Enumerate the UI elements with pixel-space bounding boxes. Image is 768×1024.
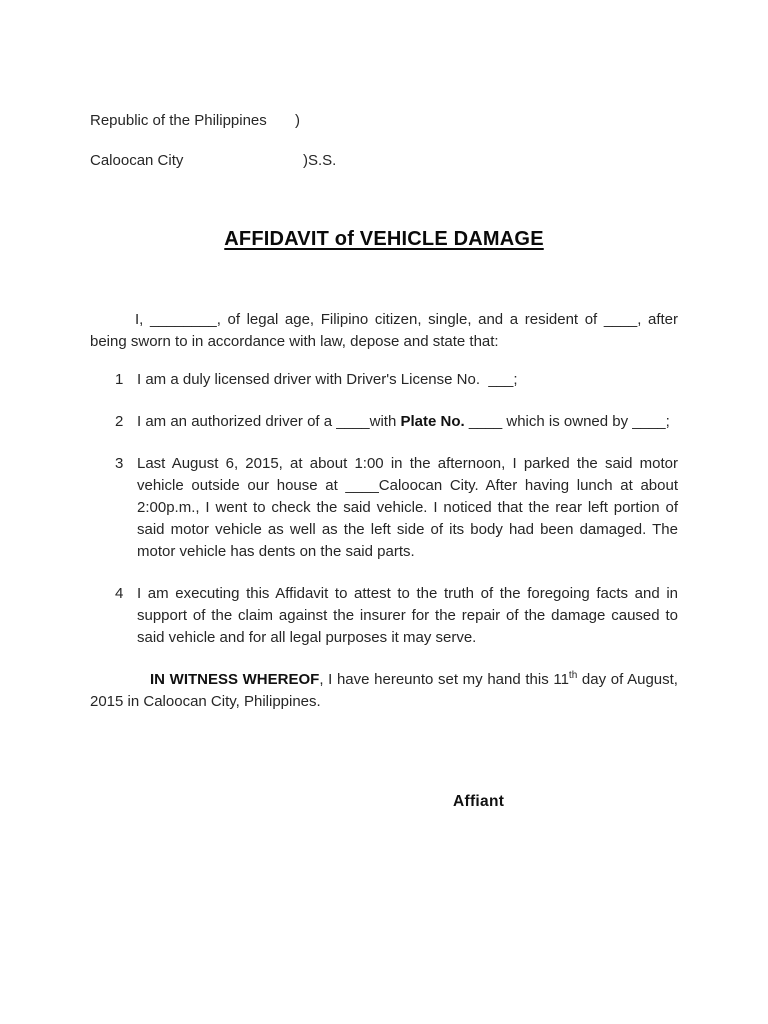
document-title: [90, 228, 678, 251]
affiant-label: Affiant: [453, 793, 505, 810]
item-text-pre: Last August 6, 2015, at about 1:00 in the afternoon, I parked the said motor vehicle outside our house at ____Caloocan City. After having lunch at about 2:00p.m., I went to check the said vehicle. I noticed that the rear left portion of said motor vehicle as well as the left side of its body had been damaged. The motor vehicle has dents on the said parts.: [137, 455, 678, 560]
list-item: [90, 583, 678, 649]
header-paren-1: ): [295, 112, 300, 129]
item-number: 1: [115, 371, 124, 388]
item-text-post: ____ which is owned by ____;: [464, 413, 670, 430]
item-text: [137, 411, 678, 433]
list-item: [90, 369, 678, 391]
closing-post-text: day of August, 2015 in Caloocan City, Philippines.: [90, 671, 678, 710]
numbered-list: [90, 369, 678, 649]
closing-mid-text: , I have hereunto set my hand this 11: [319, 671, 569, 688]
list-item: [90, 411, 678, 433]
document-title-text: AFFIDAVIT of VEHICLE DAMAGE: [224, 228, 544, 250]
header-ss-text: )S.S.: [303, 152, 337, 169]
item-text-pre: I am a duly licensed driver with Driver's License No. ___;: [137, 371, 518, 388]
closing-superscript: th: [568, 670, 578, 681]
item-number: 3: [115, 455, 124, 472]
item-text-pre: I am executing this Affidavit to attest to the truth of the foregoing facts and in support of the claim against the insurer for the repair of the damage caused to said vehicle and for all legal purposes it may serve.: [137, 585, 678, 646]
item-text-bold: Plate No.: [400, 413, 465, 430]
header-line-republic: [90, 110, 678, 131]
item-number: 2: [115, 413, 124, 430]
intro-paragraph: I, ________, of legal age, Filipino citizen, single, and a resident of ____, after being sworn to in accordance with law, depose and state that:: [90, 311, 678, 350]
item-text: [137, 369, 678, 391]
header-line-city: [90, 150, 678, 171]
header-republic-text: Republic of the Philippines: [90, 112, 267, 129]
closing-bold-text: IN WITNESS WHEREOF: [150, 671, 320, 688]
item-text-pre: I am an authorized driver of a ____with: [137, 413, 401, 430]
closing-paragraph: [90, 669, 678, 713]
item-text: [137, 583, 678, 649]
list-item: [90, 453, 678, 563]
item-number: 4: [115, 585, 124, 602]
item-text: [137, 453, 678, 563]
header-city-text: Caloocan City: [90, 152, 184, 169]
